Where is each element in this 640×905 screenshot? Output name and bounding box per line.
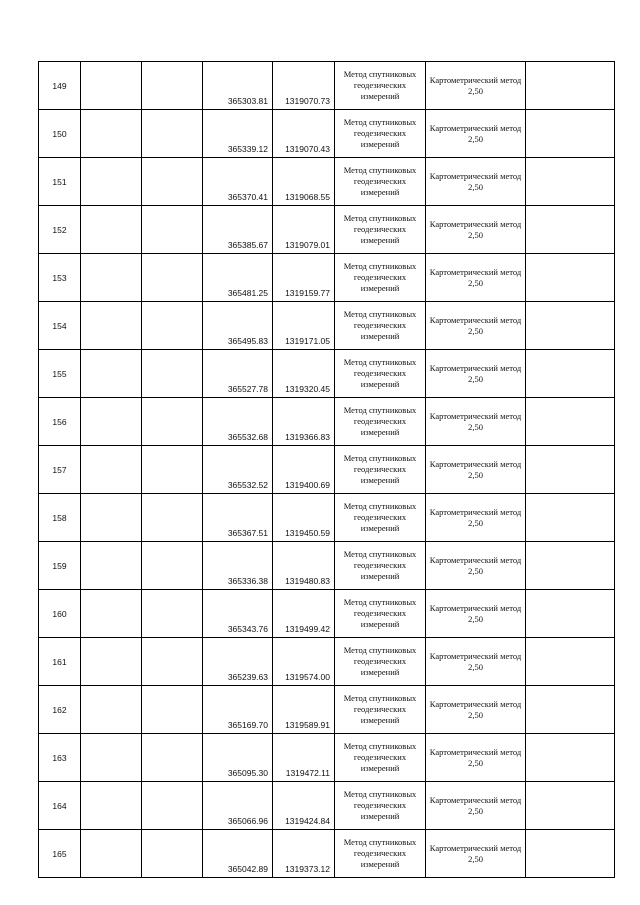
accuracy-cell: Картометрический метод 2,50 xyxy=(426,158,526,206)
empty-cell xyxy=(81,350,142,398)
accuracy-cell: Картометрический метод 2,50 xyxy=(426,398,526,446)
table-row xyxy=(39,686,615,734)
accuracy-cell: Картометрический метод 2,50 xyxy=(426,206,526,254)
y-coordinate-cell: 1319450.59 xyxy=(273,494,335,542)
table-row xyxy=(39,62,615,110)
x-coordinate-cell: 365066.96 xyxy=(203,782,273,830)
empty-cell xyxy=(142,494,203,542)
table-row xyxy=(39,830,615,878)
empty-cell xyxy=(81,782,142,830)
table-row xyxy=(39,734,615,782)
empty-cell xyxy=(526,206,615,254)
method-cell: Метод спутниковых геодезических измерений xyxy=(335,494,426,542)
point-number-cell: 164 xyxy=(39,782,81,830)
x-coordinate-cell: 365367.51 xyxy=(203,494,273,542)
empty-cell xyxy=(526,398,615,446)
empty-cell xyxy=(81,638,142,686)
point-number-cell: 158 xyxy=(39,494,81,542)
point-number-cell: 150 xyxy=(39,110,81,158)
y-coordinate-cell: 1319472.11 xyxy=(273,734,335,782)
accuracy-cell: Картометрический метод 2,50 xyxy=(426,542,526,590)
empty-cell xyxy=(142,158,203,206)
point-number-cell: 163 xyxy=(39,734,81,782)
y-coordinate-cell: 1319159.77 xyxy=(273,254,335,302)
point-number-cell: 165 xyxy=(39,830,81,878)
empty-cell xyxy=(526,542,615,590)
method-cell: Метод спутниковых геодезических измерений xyxy=(335,350,426,398)
method-cell: Метод спутниковых геодезических измерений xyxy=(335,398,426,446)
table-row xyxy=(39,494,615,542)
y-coordinate-cell: 1319574.00 xyxy=(273,638,335,686)
empty-cell xyxy=(142,734,203,782)
x-coordinate-cell: 365303.81 xyxy=(203,62,273,110)
method-cell: Метод спутниковых геодезических измерений xyxy=(335,542,426,590)
empty-cell xyxy=(526,590,615,638)
empty-cell xyxy=(526,350,615,398)
table-row xyxy=(39,782,615,830)
x-coordinate-cell: 365481.25 xyxy=(203,254,273,302)
accuracy-cell: Картометрический метод 2,50 xyxy=(426,638,526,686)
method-cell: Метод спутниковых геодезических измерений xyxy=(335,446,426,494)
empty-cell xyxy=(142,350,203,398)
x-coordinate-cell: 365336.38 xyxy=(203,542,273,590)
point-number-cell: 162 xyxy=(39,686,81,734)
table-row xyxy=(39,638,615,686)
empty-cell xyxy=(142,542,203,590)
empty-cell xyxy=(142,62,203,110)
accuracy-cell: Картометрический метод 2,50 xyxy=(426,830,526,878)
empty-cell xyxy=(81,830,142,878)
y-coordinate-cell: 1319589.91 xyxy=(273,686,335,734)
y-coordinate-cell: 1319070.73 xyxy=(273,62,335,110)
point-number-cell: 159 xyxy=(39,542,81,590)
y-coordinate-cell: 1319079.01 xyxy=(273,206,335,254)
method-cell: Метод спутниковых геодезических измерений xyxy=(335,254,426,302)
x-coordinate-cell: 365370.41 xyxy=(203,158,273,206)
method-cell: Метод спутниковых геодезических измерений xyxy=(335,638,426,686)
empty-cell xyxy=(142,686,203,734)
y-coordinate-cell: 1319171.05 xyxy=(273,302,335,350)
y-coordinate-cell: 1319366.83 xyxy=(273,398,335,446)
y-coordinate-cell: 1319499.42 xyxy=(273,590,335,638)
empty-cell xyxy=(81,734,142,782)
table-row xyxy=(39,158,615,206)
point-number-cell: 160 xyxy=(39,590,81,638)
x-coordinate-cell: 365239.63 xyxy=(203,638,273,686)
empty-cell xyxy=(81,254,142,302)
accuracy-cell: Картометрический метод 2,50 xyxy=(426,110,526,158)
accuracy-cell: Картометрический метод 2,50 xyxy=(426,254,526,302)
table-row xyxy=(39,590,615,638)
empty-cell xyxy=(142,302,203,350)
empty-cell xyxy=(526,254,615,302)
y-coordinate-cell: 1319070.43 xyxy=(273,110,335,158)
y-coordinate-cell: 1319068.55 xyxy=(273,158,335,206)
table-row xyxy=(39,350,615,398)
method-cell: Метод спутниковых геодезических измерений xyxy=(335,686,426,734)
empty-cell xyxy=(526,110,615,158)
point-number-cell: 161 xyxy=(39,638,81,686)
empty-cell xyxy=(81,398,142,446)
method-cell: Метод спутниковых геодезических измерений xyxy=(335,302,426,350)
table-row xyxy=(39,206,615,254)
empty-cell xyxy=(142,206,203,254)
method-cell: Метод спутниковых геодезических измерений xyxy=(335,782,426,830)
x-coordinate-cell: 365343.76 xyxy=(203,590,273,638)
empty-cell xyxy=(526,62,615,110)
method-cell: Метод спутниковых геодезических измерений xyxy=(335,62,426,110)
empty-cell xyxy=(142,110,203,158)
accuracy-cell: Картометрический метод 2,50 xyxy=(426,302,526,350)
x-coordinate-cell: 365042.89 xyxy=(203,830,273,878)
accuracy-cell: Картометрический метод 2,50 xyxy=(426,590,526,638)
point-number-cell: 156 xyxy=(39,398,81,446)
method-cell: Метод спутниковых геодезических измерений xyxy=(335,590,426,638)
coordinates-table xyxy=(38,61,615,878)
accuracy-cell: Картометрический метод 2,50 xyxy=(426,686,526,734)
method-cell: Метод спутниковых геодезических измерений xyxy=(335,110,426,158)
point-number-cell: 152 xyxy=(39,206,81,254)
table-row xyxy=(39,542,615,590)
empty-cell xyxy=(142,590,203,638)
method-cell: Метод спутниковых геодезических измерений xyxy=(335,206,426,254)
empty-cell xyxy=(142,782,203,830)
x-coordinate-cell: 365495.83 xyxy=(203,302,273,350)
point-number-cell: 149 xyxy=(39,62,81,110)
empty-cell xyxy=(81,542,142,590)
point-number-cell: 153 xyxy=(39,254,81,302)
empty-cell xyxy=(526,638,615,686)
x-coordinate-cell: 365385.67 xyxy=(203,206,273,254)
y-coordinate-cell: 1319373.12 xyxy=(273,830,335,878)
empty-cell xyxy=(142,638,203,686)
empty-cell xyxy=(81,446,142,494)
accuracy-cell: Картометрический метод 2,50 xyxy=(426,734,526,782)
accuracy-cell: Картометрический метод 2,50 xyxy=(426,446,526,494)
table-row xyxy=(39,446,615,494)
y-coordinate-cell: 1319400.69 xyxy=(273,446,335,494)
empty-cell xyxy=(142,254,203,302)
empty-cell xyxy=(81,158,142,206)
x-coordinate-cell: 365339.12 xyxy=(203,110,273,158)
coordinates-table-body xyxy=(39,62,615,878)
method-cell: Метод спутниковых геодезических измерений xyxy=(335,734,426,782)
method-cell: Метод спутниковых геодезических измерений xyxy=(335,158,426,206)
empty-cell xyxy=(81,494,142,542)
empty-cell xyxy=(142,446,203,494)
empty-cell xyxy=(81,302,142,350)
method-cell: Метод спутниковых геодезических измерений xyxy=(335,830,426,878)
empty-cell xyxy=(81,62,142,110)
empty-cell xyxy=(526,734,615,782)
empty-cell xyxy=(81,206,142,254)
table-row xyxy=(39,254,615,302)
point-number-cell: 157 xyxy=(39,446,81,494)
accuracy-cell: Картометрический метод 2,50 xyxy=(426,350,526,398)
y-coordinate-cell: 1319480.83 xyxy=(273,542,335,590)
empty-cell xyxy=(81,590,142,638)
empty-cell xyxy=(526,782,615,830)
table-row xyxy=(39,110,615,158)
point-number-cell: 154 xyxy=(39,302,81,350)
x-coordinate-cell: 365169.70 xyxy=(203,686,273,734)
accuracy-cell: Картометрический метод 2,50 xyxy=(426,494,526,542)
empty-cell xyxy=(526,830,615,878)
y-coordinate-cell: 1319320.45 xyxy=(273,350,335,398)
empty-cell xyxy=(526,446,615,494)
empty-cell xyxy=(142,830,203,878)
empty-cell xyxy=(526,302,615,350)
table-row xyxy=(39,398,615,446)
empty-cell xyxy=(81,110,142,158)
empty-cell xyxy=(526,158,615,206)
point-number-cell: 155 xyxy=(39,350,81,398)
point-number-cell: 151 xyxy=(39,158,81,206)
empty-cell xyxy=(526,686,615,734)
accuracy-cell: Картометрический метод 2,50 xyxy=(426,782,526,830)
x-coordinate-cell: 365532.68 xyxy=(203,398,273,446)
empty-cell xyxy=(526,494,615,542)
x-coordinate-cell: 365095.30 xyxy=(203,734,273,782)
x-coordinate-cell: 365527.78 xyxy=(203,350,273,398)
empty-cell xyxy=(142,398,203,446)
empty-cell xyxy=(81,686,142,734)
y-coordinate-cell: 1319424.84 xyxy=(273,782,335,830)
table-row xyxy=(39,302,615,350)
accuracy-cell: Картометрический метод 2,50 xyxy=(426,62,526,110)
x-coordinate-cell: 365532.52 xyxy=(203,446,273,494)
